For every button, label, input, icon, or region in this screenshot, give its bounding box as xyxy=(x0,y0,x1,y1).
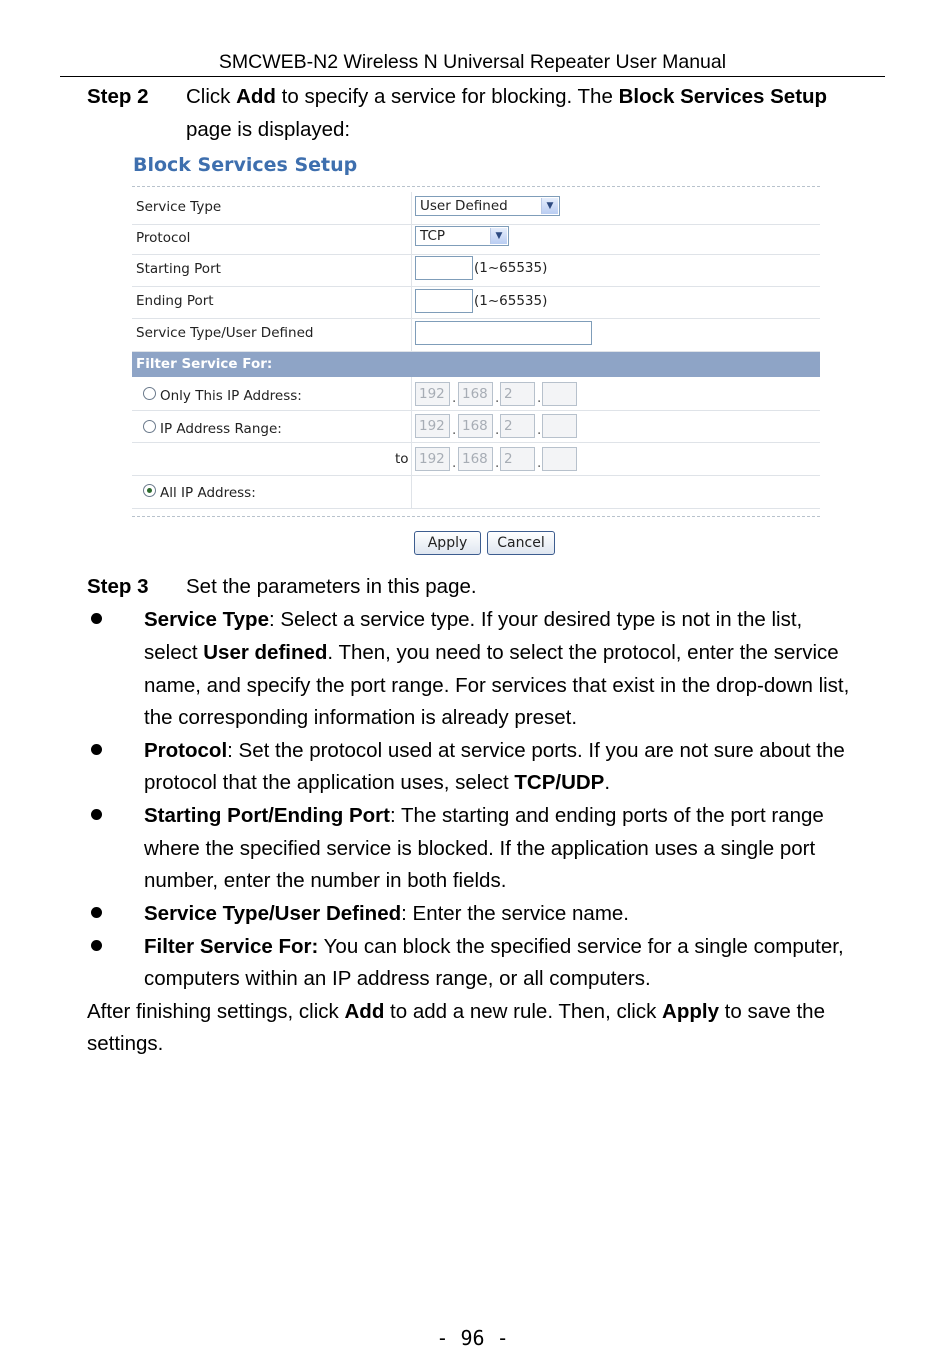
service-type-label: Service Type xyxy=(136,199,222,215)
chevron-down-icon: ▼ xyxy=(490,228,507,244)
service-type-select[interactable] xyxy=(415,196,560,216)
panel-title: Block Services Setup xyxy=(133,154,358,176)
only-ip-octet-3[interactable]: 2 xyxy=(500,382,535,406)
only-ip-octet-1[interactable]: 192 xyxy=(415,382,450,406)
step2-label: Step 2 xyxy=(87,85,149,108)
bullet4-line1: Service Type/User Defined: Enter the service name. xyxy=(144,902,630,925)
bullet5-line2: computers within an IP address range, or all computers. xyxy=(144,967,651,990)
ip-dot: . xyxy=(452,390,457,406)
closing-line2: settings. xyxy=(87,1032,164,1055)
range-end-octet-4[interactable] xyxy=(542,447,577,471)
ip-range-radio[interactable] xyxy=(143,420,156,433)
bullet-marker xyxy=(91,613,102,624)
service-type-value: User Defined xyxy=(420,198,508,214)
only-ip-radio[interactable] xyxy=(143,387,156,400)
ip-dot: . xyxy=(537,455,542,471)
to-label: to xyxy=(395,451,409,467)
only-ip-label: Only This IP Address: xyxy=(160,388,302,404)
starting-port-input[interactable] xyxy=(415,256,473,280)
step2-line2: page is displayed: xyxy=(186,118,351,141)
bullet3-line1: Starting Port/Ending Port: The starting and ending ports of the port range xyxy=(144,804,824,827)
ip-dot: . xyxy=(452,455,457,471)
bullet-marker xyxy=(91,940,102,951)
range-end-octet-3[interactable]: 2 xyxy=(500,447,535,471)
bullet2-line2: protocol that the application uses, select TCP/UDP. xyxy=(144,771,611,794)
ip-dot: . xyxy=(537,422,542,438)
bullet3-line2: where the specified service is blocked. If the application uses a single port xyxy=(144,837,816,860)
all-ip-label: All IP Address: xyxy=(160,485,256,501)
protocol-value: TCP xyxy=(420,228,446,244)
step2-line1: Click Add to specify a service for blocking. The Block Services Setup xyxy=(186,85,828,108)
protocol-select[interactable] xyxy=(415,226,509,246)
ending-port-hint: (1~65535) xyxy=(474,293,548,309)
filter-service-label: Filter Service For: xyxy=(136,356,273,372)
title-divider xyxy=(132,186,820,187)
bullet1-line1: Service Type: Select a service type. If your desired type is not in the list, xyxy=(144,608,803,631)
chevron-down-icon: ▼ xyxy=(541,198,558,214)
range-start-octet-3[interactable]: 2 xyxy=(500,414,535,438)
ip-dot: . xyxy=(495,390,500,406)
starting-port-label: Starting Port xyxy=(136,261,221,277)
ending-port-input[interactable] xyxy=(415,289,473,313)
row-all-ip xyxy=(132,475,820,509)
bottom-divider xyxy=(132,516,820,517)
block-services-setup-screenshot xyxy=(132,150,822,565)
closing-line1: After finishing settings, click Add to add a new rule. Then, click Apply to save the xyxy=(87,1000,825,1023)
range-start-octet-1[interactable]: 192 xyxy=(415,414,450,438)
bullet-marker xyxy=(91,744,102,755)
cancel-button[interactable]: Cancel xyxy=(487,531,555,555)
bullet2-line1: Protocol: Set the protocol used at service ports. If you are not sure about the xyxy=(144,739,845,762)
ending-port-label: Ending Port xyxy=(136,293,214,309)
step3-text: Set the parameters in this page. xyxy=(186,575,477,598)
all-ip-radio[interactable] xyxy=(143,484,156,497)
service-name-label: Service Type/User Defined xyxy=(136,325,314,341)
only-ip-octet-4[interactable] xyxy=(542,382,577,406)
ip-range-label: IP Address Range: xyxy=(160,421,282,437)
range-start-octet-2[interactable]: 168 xyxy=(458,414,493,438)
bullet5-line1: Filter Service For: You can block the specified service for a single computer, xyxy=(144,935,844,958)
ip-dot: . xyxy=(495,422,500,438)
bullet1-line3: name, and specify the port range. For services that exist in the drop-down list, xyxy=(144,674,850,697)
bullet1-line4: the corresponding information is already preset. xyxy=(144,706,578,729)
range-start-octet-4[interactable] xyxy=(542,414,577,438)
starting-port-hint: (1~65535) xyxy=(474,260,548,276)
ip-dot: . xyxy=(537,390,542,406)
page-number: - 96 - xyxy=(436,1326,509,1350)
range-end-octet-1[interactable]: 192 xyxy=(415,447,450,471)
protocol-label: Protocol xyxy=(136,230,191,246)
filter-service-header xyxy=(132,352,820,377)
only-ip-octet-2[interactable]: 168 xyxy=(458,382,493,406)
range-end-octet-2[interactable]: 168 xyxy=(458,447,493,471)
apply-button[interactable]: Apply xyxy=(414,531,481,555)
bullet3-line3: number, enter the number in both fields. xyxy=(144,869,507,892)
running-header: SMCWEB-N2 Wireless N Universal Repeater User Manual xyxy=(218,51,727,73)
header-rule xyxy=(60,76,885,77)
bullet1-line2: select User defined. Then, you need to select the protocol, enter the service xyxy=(144,641,839,664)
service-name-input[interactable] xyxy=(415,321,592,345)
bullet-marker xyxy=(91,809,102,820)
ip-dot: . xyxy=(452,422,457,438)
step3-label: Step 3 xyxy=(87,575,149,598)
ip-dot: . xyxy=(495,455,500,471)
bullet-marker xyxy=(91,907,102,918)
